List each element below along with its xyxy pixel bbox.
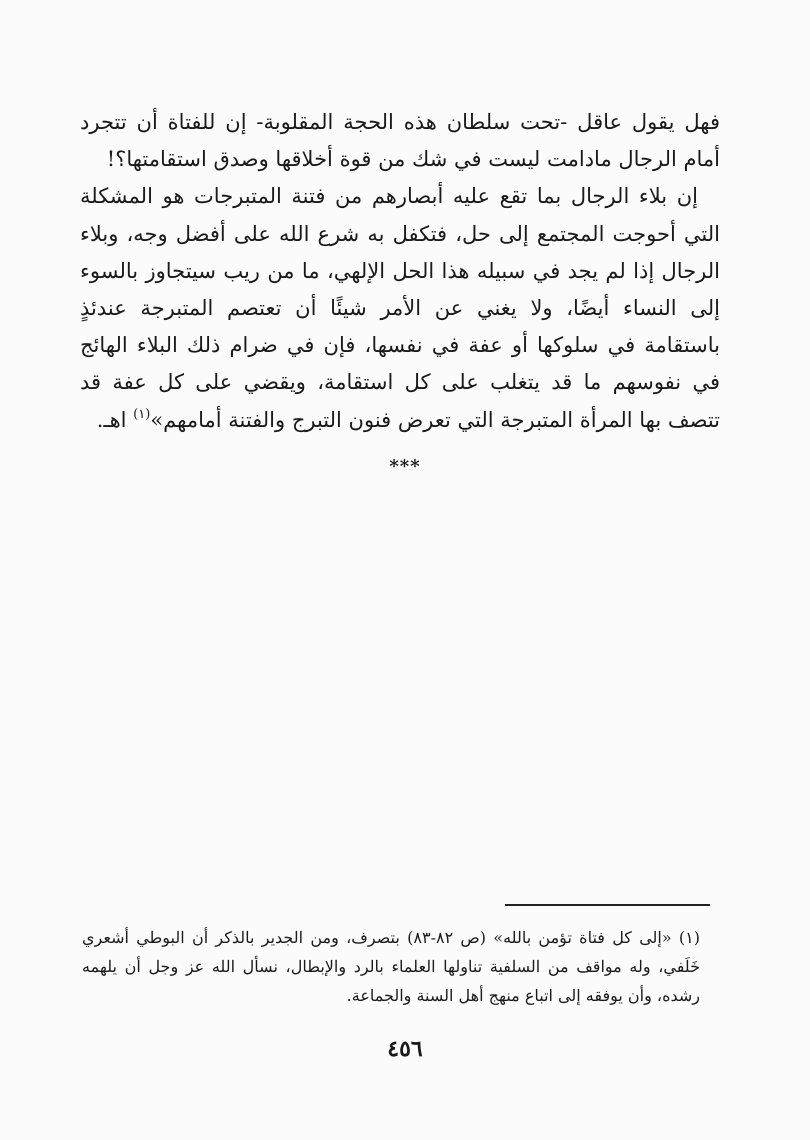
footnote-divider xyxy=(505,904,710,906)
footnote-1: (١) «إلى كل فتاة تؤمن بالله» (ص ٨٢-٨٣) بتصرف، ومن الجدير بالذكر أن البوطي أشعري خَلَفي، وله مواقف من السلفية تناولها العلماء بالرد والإبطال، نسأل الله عز وجل أن يلهمه رشده، وأن يوفقه إلى اتباع منهج أهل السنة والجماعة. xyxy=(82,928,701,1005)
main-text xyxy=(80,104,720,439)
page-number: ٤٥٦ xyxy=(387,1036,423,1062)
paragraph-1: فهل يقول عاقل -تحت سلطان هذه الحجة المقلوبة- إن للفتاة أن تتجرد أمام الرجال مادامت ليست في شك من قوة أخلاقها وصدق استقامتها؟! xyxy=(80,110,720,172)
closing-abbreviation: اهـ. xyxy=(96,407,134,432)
paragraph-2-text: إن بلاء الرجال بما تقع عليه أبصارهم من فتنة المتبرجات هو المشكلة التي أحوجت المجتمع إلى حل، فتكفل به شرع الله على أفضل وجه، وبلاء الرجال إذا لم يجد في سبيله هذا الحل الإلهي، ما من ريب سيتجاوز بالسوء إلى النساء أيضًا، ولا يغني عن الأمر شيئًا أن تعتصم المتبرجة عندئذٍ باستقامة في سلوكها أو عفة في نفسها، فإن في ضرام ذلك البلاء الهائج في نفوسهم ما قد يتغلب على كل استقامة، ويقضي على كل عفة قد تتصف بها المرأة المتبرجة التي تعرض فنون التبرج والفتنة أمامهم» xyxy=(80,184,720,432)
footnote-reference: (١) xyxy=(133,406,151,422)
paragraph-2 xyxy=(80,178,720,438)
footnotes xyxy=(82,923,700,1010)
section-separator: *** xyxy=(389,456,421,477)
